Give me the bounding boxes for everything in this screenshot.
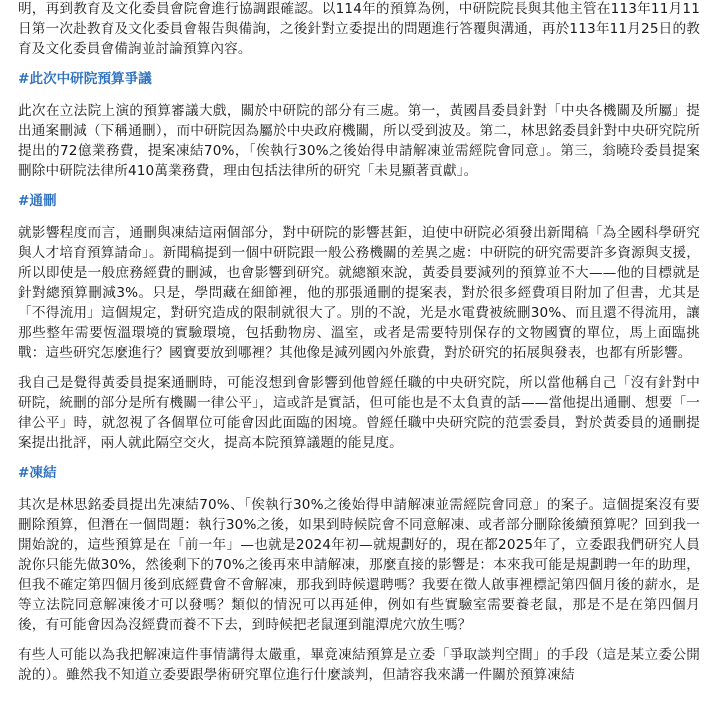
freeze-paragraph-2: 有些人可能以為我把解凍這件事情講得太嚴重，畢竟凍結預算是立委「爭取談判空間」的手段（這是某立委公開說的）。雖然我不知道立委要跟學術研究單位進行什麼談判，但請容我來講一件關於預算凍結 bbox=[18, 647, 700, 683]
across-board-cut-paragraph-2: 我自己是覺得黃委員提案通刪時，可能沒想到會影響到他曾經任職的中央研究院，所以當他稱自己「沒有針對中研院，統刪的部分是所有機關一律公平」，這或許是實話，但可能也是不太負責的話——當他提出通刪、想要「一律公平」時，就忽視了各個單位可能會因此面臨的困境。曾經任職中央研究院的范雲委員，對於黃委員的通刪提案提出批評，兩人就此隔空交火，提高本院預算議題的能見度。 bbox=[18, 375, 700, 451]
section-heading-budget-dispute[interactable]: #此次中研院預算爭議 bbox=[18, 71, 152, 87]
across-board-cut-paragraph-1: 就影響程度而言，通刪與凍結這兩個部分，對中研院的影響甚鉅，迫使中研院必須發出新聞稿「為全國科學研究與人才培育預算請命」。新聞稿提到一個中研院跟一般公務機關的差異之處：中研院的研究需要許多資源與支援，所以即使是一般庶務經費的刪減，也會影響到研究。就總額來說，黃委員要減列的預算並不大——他的目標就是針對總預算刪減3%。只是，學問藏在細節裡，他的那張通刪的提案表，對於很多經費項目附加了但書，尤其是「不得流用」這個規定，對研究造成的限制就很大了。別的不說，光是水電費被統刪30%、而且還不得流用，讓那些整年需要恆溫環境的實驗環境，包括動物房、溫室，或者是需要特別保存的文物國寶的單位，馬上面臨挑戰：這些研究怎麼進行？國寶要放到哪裡？其他像是減列國內外旅費，對於研究的拓展與發表，也都有所影響。 bbox=[18, 225, 700, 361]
article-body bbox=[18, 0, 700, 695]
section-heading-freeze[interactable]: #凍結 bbox=[18, 465, 57, 481]
budget-dispute-paragraph: 此次在立法院上演的預算審議大戲，關於中研院的部分有三處。第一，黃國昌委員針對「中央各機關及所屬」提出通案刪減（下稱通刪），而中研院因為屬於中央政府機關，所以受到波及。第二，林思銘委員針對中央研究院所提出的72億業務費，提案凍結70%，「俟執行30%之後始得申請解凍並需經院會同意」。第三，翁曉玲委員提案刪除中研院法律所410萬業務費，理由包括法律所的研究「未見顯著貢獻」。 bbox=[18, 103, 700, 179]
intro-paragraph: 明，再到教育及文化委員會院會進行協調跟確認。以114年的預算為例，中研院院長與其他主管在113年11月11日第一次赴教育及文化委員會報告與備詢，之後針對立委提出的問題進行答覆與溝通，再於113年11月25日的教育及文化委員會備詢並討論預算內容。 bbox=[18, 1, 700, 57]
section-heading-across-board-cut[interactable]: #通刪 bbox=[18, 193, 57, 209]
freeze-paragraph-1: 其次是林思銘委員提出先凍結70%、「俟執行30%之後始得申請解凍並需經院會同意」的案子。這個提案沒有要刪除預算，但潛在一個問題：執行30%之後，如果到時候院會不同意解凍、或者部分刪除後續預算呢？回到我一開始說的，這些預算是在「前一年」—也就是2024年初—就規劃好的，現在都2025年了，立委跟我們研究人員說你只能先做30%，然後剩下的70%之後再來申請解凍，那麼直接的影響是：本來我可能是規劃聘一年的助理，但我不確定第四個月後到底經費會不會解凍，那我到時候還聘嗎？我要在徵人啟事裡標記第四個月後的薪水，是等立法院同意解凍後才可以發嗎？類似的情況可以再延伸，例如有些實驗室需要養老鼠，那是不是在第四個月後，有可能會因為沒經費而養不下去，到時候把老鼠運到龍潭虎穴放生嗎？ bbox=[18, 497, 700, 633]
